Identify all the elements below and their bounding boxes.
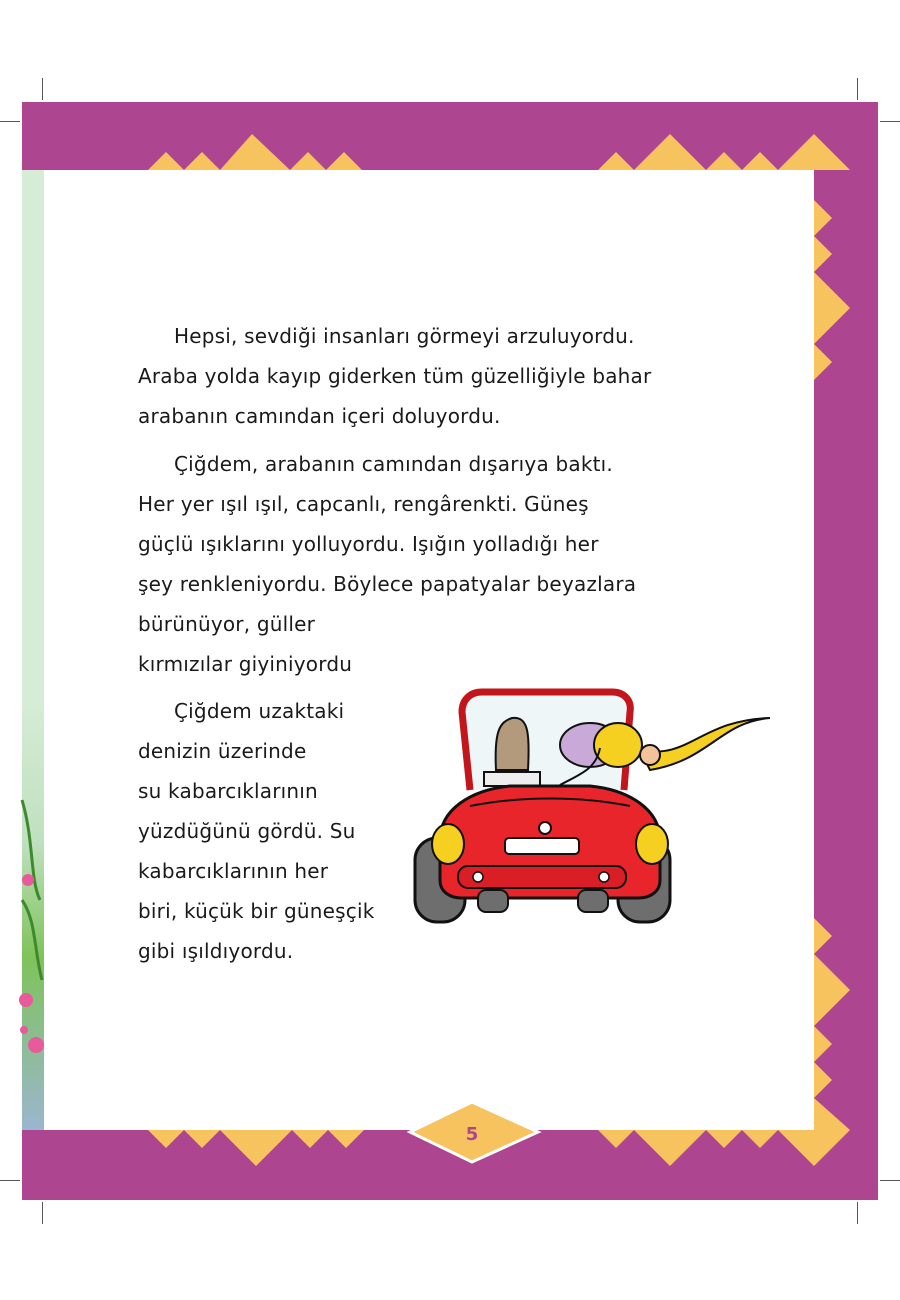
text-line: biri, küçük bir güneşçik bbox=[138, 899, 375, 923]
text-line: Çiğdem uzaktaki bbox=[174, 699, 345, 723]
text-line: şey renkleniyordu. Böylece papatyalar beyazlara bbox=[138, 572, 637, 596]
text-line: bürünüyor, güller bbox=[138, 612, 316, 636]
text-line: arabanın camından içeri doluyordu. bbox=[138, 404, 501, 428]
page-number: 5 bbox=[465, 1124, 479, 1145]
text-line: Araba yolda kayıp giderken tüm güzelliğiyle bahar bbox=[138, 364, 652, 388]
text-line: gibi ışıldıyordu. bbox=[138, 939, 294, 963]
text-line: Hepsi, sevdiği insanları görmeyi arzuluyordu. bbox=[174, 324, 635, 348]
text-line: yüzdüğünü gördü. Su bbox=[138, 819, 356, 843]
text-line: Çiğdem, arabanın camından dışarıya baktı. bbox=[174, 452, 613, 476]
text-line: su kabarcıklarının bbox=[138, 779, 318, 803]
text-line: kabarcıklarının her bbox=[138, 859, 329, 883]
text-line: güçlü ışıklarını yolluyordu. Işığın yolladığı her bbox=[138, 532, 599, 556]
text-line: Her yer ışıl ışıl, capcanlı, rengârenkti. Güneş bbox=[138, 492, 589, 516]
text-line: kırmızılar giyiniyordu bbox=[138, 652, 353, 676]
text-line: denizin üzerinde bbox=[138, 739, 307, 763]
